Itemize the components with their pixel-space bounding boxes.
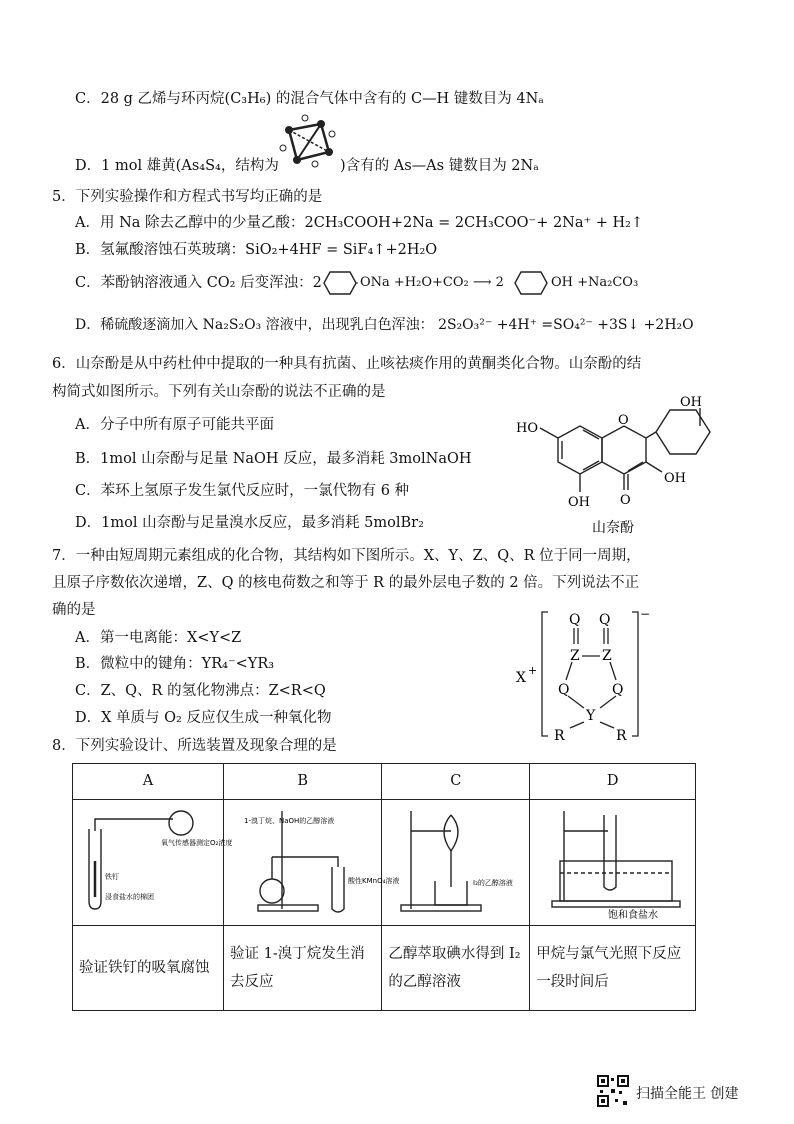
table-header-a: A [73,764,224,800]
q6-option-c: C．苯环上氢原子发生氯代反应时，一氯代物有 6 种 [75,483,410,499]
q-atom-label: Q [612,682,624,698]
qr-code-icon [597,1075,629,1107]
q6-stem-line2: 构简式如图所示。下列有关山奈酚的说法不正确的是 [52,384,386,400]
q4-option-d-pre: D．1 mol 雄黄(As₄S₄，结构为 [75,158,279,174]
apparatus-c-cell [382,799,530,925]
experiment-table [72,763,696,1011]
a-nail-label: 铁钉 [105,873,119,882]
b-flask-label: 1-溴丁烷、NaOH的乙醇溶液 [243,817,334,826]
q7-option-a: A．第一电离能：X<Y<Z [75,630,242,646]
description-c: 乙醇萃取碘水得到 I₂ 的乙醇溶液 [382,925,530,1010]
description-d: 甲烷与氯气光照下反应一段时间后 [530,925,696,1010]
y-atom-label: Y [586,708,596,724]
oh-label: OH [680,395,702,410]
table-header-b: B [224,764,382,800]
a-water-label: 浸食盐水的棉团 [105,893,154,902]
q7-option-b: B．微粒中的键角：YR₄⁻<YR₃ [75,656,275,672]
apparatus-d-cell [530,799,696,925]
apparatus-b-cell [224,799,400,925]
z-atom-label: Z [570,648,580,664]
q4-option-d-post: )含有的 As—As 键数目为 2Nₐ [340,158,539,174]
z-atom-label: Z [602,648,612,664]
q5-option-c-mid: ONa +H₂O+CO₂ ⟶ 2 [360,275,504,290]
carbonyl-oxygen-label: O [620,493,631,508]
apparatus-a-cell [73,799,233,925]
kaempferol-structure-figure [510,392,710,540]
q-atom-label: Q [599,612,611,628]
q6-stem-line1: 6．山奈酚是从中药杜仲中提取的一种具有抗菌、止咳祛痰作用的黄酮类化合物。山奈酚的结 [52,356,642,372]
q5-option-c-pre: C．苯酚钠溶液通入 CO₂ 后变浑浊：2 [75,275,322,291]
q-atom-label: Q [569,612,581,628]
q6-option-a: A．分子中所有原子可能共平面 [75,417,274,433]
d-trough-label: 饱和食盐水 [607,910,658,922]
apparatus-d-image [538,801,688,922]
q7-stem-line3: 确的是 [52,602,96,618]
q5-stem: 5．下列实验操作和方程式书写均正确的是 [52,189,323,205]
scanner-watermark: 扫描全能王 创建 [636,1086,739,1102]
q7-option-d: D．X 单质与 O₂ 反应仅生成一种氧化物 [75,710,332,726]
oh-label: OH [664,471,686,486]
benzene-ring-icon [322,268,358,298]
q-atom-label: Q [558,682,570,698]
description-a: 验证铁钉的吸氧腐蚀 [73,925,224,1010]
q4-option-c: C．28 g 乙烯与环丙烷(C₃H₆) 的混合气体中含有的 C—H 键数目为 4Nₐ [75,91,544,107]
b-tube-label: 酸性KMnO₄溶液 [347,877,400,886]
anion-charge: − [640,607,651,621]
q7-stem-line2: 且原子序数依次递增，Z、Q 的核电荷数之和等于 R 的最外层电子数的 2 倍。下列说法不正 [52,575,640,591]
benzene-ring-icon [513,268,549,298]
ring-oxygen-label: O [618,413,629,428]
ho-label: HO [516,421,538,436]
x-cation-charge: + [528,664,538,677]
q5-option-a: A．用 Na 除去乙醇中的少量乙酸：2CH₃COOH+2Na = 2CH₃COO⁻+ 2Na⁺ + H₂↑ [75,215,644,231]
c-beaker-label: I₂的乙醇溶液 [472,879,513,888]
table-header-c: C [382,764,530,800]
x-cation-label: X [516,670,526,686]
as4s4-structure-figure [275,112,337,170]
q7-option-c: C．Z、Q、R 的氢化物沸点：Z<R<Q [75,683,326,699]
q6-option-d: D．1mol 山奈酚与足量溴水反应，最多消耗 5molBr₂ [75,515,424,531]
a-sensor-label: 氧气传感器测定O₂浓度 [161,839,233,848]
q5-option-c-post: OH +Na₂CO₃ [551,275,639,290]
table-header-d: D [530,764,696,800]
q7-stem-line1: 7．一种由短周期元素组成的化合物，其结构如下图所示。X、Y、Z、Q、R 位于同一周期， [52,548,641,564]
kaempferol-caption: 山奈酚 [592,520,634,536]
apparatus-a-image [73,801,233,919]
q8-stem: 8．下列实验设计、所选装置及现象合理的是 [52,738,337,754]
apparatus-b-image [228,801,400,919]
q7-structure-figure [510,604,660,744]
q5-option-d: D．稀硫酸逐滴加入 Na₂S₂O₃ 溶液中，出现乳白色浑浊： 2S₂O₃²⁻ +4H⁺ =SO₄²⁻ +3S↓ +2H₂O [75,317,694,333]
q5-option-b: B．氢氟酸溶蚀石英玻璃：SiO₂+4HF = SiF₄↑+2H₂O [75,242,438,258]
r-atom-label: R [554,728,565,744]
description-b: 验证 1-溴丁烷发生消去反应 [224,925,382,1010]
oh-label: OH [568,495,590,510]
apparatus-c-image [391,801,521,919]
q6-option-b: B．1mol 山奈酚与足量 NaOH 反应，最多消耗 3molNaOH [75,451,472,467]
r-atom-label: R [616,728,627,744]
